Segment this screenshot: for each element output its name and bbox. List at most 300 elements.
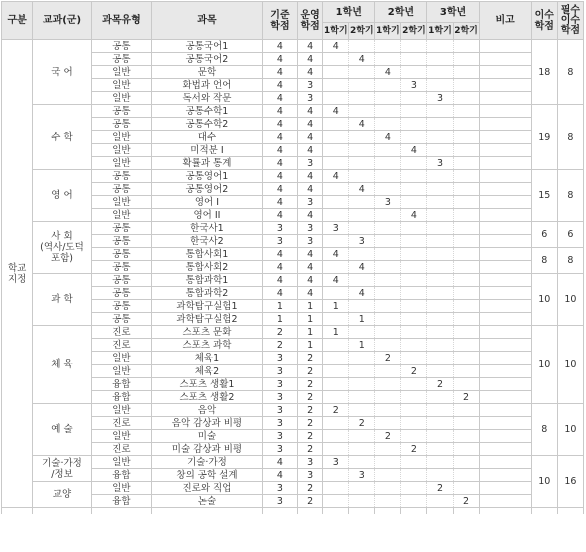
base-credit-cell: 3 (262, 417, 297, 430)
operated-credit-cell: 4 (298, 183, 323, 196)
course-name-cell: 공통수학1 (152, 105, 263, 118)
subject-group-cell: 국 어 (33, 40, 91, 105)
semester-credit-cell (427, 261, 453, 274)
semester-credit-cell (323, 118, 349, 131)
cutoff-cell (453, 508, 479, 515)
semester-credit-cell (401, 326, 427, 339)
note-cell (479, 118, 531, 131)
semester-credit-cell (375, 183, 401, 196)
semester-credit-cell (453, 118, 479, 131)
note-cell (479, 404, 531, 417)
cutoff-cell (479, 508, 531, 515)
semester-credit-cell (453, 365, 479, 378)
semester-credit-cell (427, 53, 453, 66)
semester-credit-cell (401, 53, 427, 66)
operated-credit-cell: 3 (298, 196, 323, 209)
semester-credit-cell (375, 339, 401, 352)
base-credit-cell: 4 (262, 157, 297, 170)
semester-credit-cell (401, 196, 427, 209)
semester-credit-cell (375, 261, 401, 274)
course-type-cell: 공통 (91, 118, 151, 131)
semester-credit-cell (349, 326, 375, 339)
semester-credit-cell (375, 105, 401, 118)
course-type-cell: 일반 (91, 209, 151, 222)
semester-credit-cell (401, 183, 427, 196)
base-credit-cell: 4 (262, 183, 297, 196)
note-cell (479, 469, 531, 482)
course-type-cell: 진로 (91, 443, 151, 456)
base-credit-cell: 4 (262, 248, 297, 261)
semester-credit-cell: 4 (349, 261, 375, 274)
note-cell (479, 105, 531, 118)
semester-credit-cell: 3 (323, 456, 349, 469)
base-credit-cell: 4 (262, 261, 297, 274)
base-credit-cell: 4 (262, 79, 297, 92)
base-credit-cell: 3 (262, 404, 297, 417)
division-cell: 학교 지정 (2, 40, 33, 508)
note-cell (479, 430, 531, 443)
course-name-cell: 영어 I (152, 196, 263, 209)
note-cell (479, 235, 531, 248)
semester-credit-cell (427, 469, 453, 482)
semester-credit-cell (401, 339, 427, 352)
course-name-cell: 공통국어1 (152, 40, 263, 53)
semester-credit-cell (375, 313, 401, 326)
header-base-credit: 기준 학점 (262, 2, 297, 40)
base-credit-cell: 3 (262, 352, 297, 365)
subject-group-cell: 예 술 (33, 404, 91, 456)
operated-credit-cell: 2 (298, 482, 323, 495)
semester-credit-cell: 4 (323, 105, 349, 118)
note-cell (479, 209, 531, 222)
course-name-cell: 공통영어2 (152, 183, 263, 196)
semester-credit-cell (427, 183, 453, 196)
semester-credit-cell (453, 300, 479, 313)
table-row (2, 170, 584, 183)
semester-credit-cell (401, 313, 427, 326)
semester-credit-cell (401, 495, 427, 508)
semester-credit-cell (453, 79, 479, 92)
required-credit-cell: 8 (557, 40, 583, 105)
course-type-cell: 진로 (91, 417, 151, 430)
course-name-cell: 영어 II (152, 209, 263, 222)
base-credit-cell: 4 (262, 118, 297, 131)
completion-credit-cell: 10 (531, 456, 557, 508)
semester-credit-cell: 3 (349, 469, 375, 482)
semester-credit-cell (323, 92, 349, 105)
base-credit-cell: 4 (262, 170, 297, 183)
semester-credit-cell (323, 430, 349, 443)
semester-credit-cell (401, 300, 427, 313)
semester-credit-cell (349, 131, 375, 144)
base-credit-cell: 4 (262, 287, 297, 300)
semester-credit-cell (375, 53, 401, 66)
course-name-cell: 미적분 I (152, 144, 263, 157)
course-type-cell: 공통 (91, 287, 151, 300)
note-cell (479, 274, 531, 287)
header-grade2: 2학년 (375, 2, 427, 23)
course-type-cell: 일반 (91, 144, 151, 157)
semester-credit-cell (427, 365, 453, 378)
base-credit-cell: 4 (262, 105, 297, 118)
semester-credit-cell (323, 365, 349, 378)
header-division: 구분 (2, 2, 33, 40)
semester-credit-cell (427, 196, 453, 209)
header-g2-sem2: 2학기 (401, 23, 427, 40)
semester-credit-cell (323, 417, 349, 430)
course-type-cell: 공통 (91, 222, 151, 235)
semester-credit-cell: 2 (453, 495, 479, 508)
semester-credit-cell (375, 456, 401, 469)
note-cell (479, 248, 531, 261)
course-name-cell: 진로와 직업 (152, 482, 263, 495)
semester-credit-cell (453, 157, 479, 170)
course-type-cell: 공통 (91, 183, 151, 196)
operated-credit-cell: 2 (298, 430, 323, 443)
semester-credit-cell (375, 92, 401, 105)
semester-credit-cell: 1 (323, 300, 349, 313)
semester-credit-cell (375, 79, 401, 92)
semester-credit-cell: 4 (323, 40, 349, 53)
semester-credit-cell (453, 209, 479, 222)
semester-credit-cell (323, 53, 349, 66)
semester-credit-cell (349, 144, 375, 157)
semester-credit-cell: 2 (453, 391, 479, 404)
cutoff-cell (427, 508, 453, 515)
cutoff-cell (262, 508, 297, 515)
course-name-cell: 대수 (152, 131, 263, 144)
semester-credit-cell (453, 196, 479, 209)
semester-credit-cell: 4 (375, 66, 401, 79)
course-type-cell: 공통 (91, 40, 151, 53)
operated-credit-cell: 4 (298, 66, 323, 79)
semester-credit-cell: 1 (323, 326, 349, 339)
subject-group-cell: 수 학 (33, 105, 91, 170)
required-credit-cell: 10 (557, 326, 583, 404)
base-credit-cell: 3 (262, 430, 297, 443)
semester-credit-cell (375, 443, 401, 456)
semester-credit-cell (427, 456, 453, 469)
semester-credit-cell (453, 248, 479, 261)
table-body (2, 40, 584, 515)
semester-credit-cell (349, 105, 375, 118)
note-cell (479, 495, 531, 508)
semester-credit-cell (453, 417, 479, 430)
operated-credit-cell: 4 (298, 261, 323, 274)
completion-credit-cell: 19 (531, 105, 557, 170)
semester-credit-cell (427, 313, 453, 326)
semester-credit-cell (453, 131, 479, 144)
note-cell (479, 326, 531, 339)
subject-group-cell: 체 육 (33, 326, 91, 404)
semester-credit-cell (427, 430, 453, 443)
course-type-cell: 융합 (91, 469, 151, 482)
course-type-cell: 일반 (91, 404, 151, 417)
course-name-cell: 공통영어1 (152, 170, 263, 183)
course-name-cell: 창의 공학 설계 (152, 469, 263, 482)
semester-credit-cell (453, 40, 479, 53)
semester-credit-cell (349, 248, 375, 261)
semester-credit-cell (427, 274, 453, 287)
course-type-cell: 일반 (91, 352, 151, 365)
course-name-cell: 독서와 작문 (152, 92, 263, 105)
course-type-cell: 일반 (91, 66, 151, 79)
operated-credit-cell: 4 (298, 170, 323, 183)
semester-credit-cell (349, 404, 375, 417)
operated-credit-cell: 2 (298, 404, 323, 417)
semester-credit-cell (401, 66, 427, 79)
completion-credit-cell: 8 (531, 404, 557, 456)
cutoff-cell (2, 508, 33, 515)
semester-credit-cell (375, 287, 401, 300)
note-cell (479, 352, 531, 365)
note-cell (479, 157, 531, 170)
semester-credit-cell (401, 222, 427, 235)
note-cell (479, 365, 531, 378)
note-cell (479, 131, 531, 144)
semester-credit-cell (375, 170, 401, 183)
semester-credit-cell (453, 235, 479, 248)
course-type-cell: 공통 (91, 53, 151, 66)
semester-credit-cell (349, 157, 375, 170)
semester-credit-cell (401, 92, 427, 105)
header-operated-credit: 운영 학점 (298, 2, 323, 40)
course-name-cell: 체육1 (152, 352, 263, 365)
base-credit-cell: 3 (262, 443, 297, 456)
semester-credit-cell (401, 274, 427, 287)
completion-credit-cell: 18 (531, 40, 557, 105)
base-credit-cell: 3 (262, 222, 297, 235)
semester-credit-cell (453, 313, 479, 326)
subject-group-cell: 기술·가정 /정보 (33, 456, 91, 482)
table-row-cutoff (2, 508, 584, 515)
semester-credit-cell (427, 40, 453, 53)
semester-credit-cell: 2 (427, 482, 453, 495)
cutoff-cell (557, 508, 583, 515)
semester-credit-cell (323, 482, 349, 495)
semester-credit-cell (375, 248, 401, 261)
semester-credit-cell (401, 235, 427, 248)
semester-credit-cell (349, 300, 375, 313)
semester-credit-cell: 4 (401, 209, 427, 222)
semester-credit-cell (453, 261, 479, 274)
course-name-cell: 논술 (152, 495, 263, 508)
course-name-cell: 체육2 (152, 365, 263, 378)
semester-credit-cell (323, 495, 349, 508)
semester-credit-cell: 4 (401, 144, 427, 157)
semester-credit-cell (427, 391, 453, 404)
base-credit-cell: 1 (262, 300, 297, 313)
semester-credit-cell (375, 495, 401, 508)
semester-credit-cell (323, 339, 349, 352)
operated-credit-cell: 4 (298, 131, 323, 144)
semester-credit-cell: 3 (323, 222, 349, 235)
semester-credit-cell (401, 248, 427, 261)
header-subject-group: 교과(군) (33, 2, 91, 40)
header-course: 과목 (152, 2, 263, 40)
semester-credit-cell (427, 66, 453, 79)
course-name-cell: 문학 (152, 66, 263, 79)
header-grade1: 1학년 (323, 2, 375, 23)
semester-credit-cell (401, 261, 427, 274)
semester-credit-cell (453, 326, 479, 339)
semester-credit-cell (323, 209, 349, 222)
cutoff-cell (33, 508, 91, 515)
semester-credit-cell (349, 170, 375, 183)
table-row (2, 482, 584, 495)
operated-credit-cell: 2 (298, 378, 323, 391)
cutoff-cell (152, 508, 263, 515)
cutoff-cell (323, 508, 349, 515)
base-credit-cell: 3 (262, 495, 297, 508)
semester-credit-cell (375, 144, 401, 157)
semester-credit-cell (427, 417, 453, 430)
semester-credit-cell (375, 326, 401, 339)
course-type-cell: 융합 (91, 495, 151, 508)
semester-credit-cell: 4 (323, 274, 349, 287)
semester-credit-cell (401, 352, 427, 365)
semester-credit-cell (427, 170, 453, 183)
operated-credit-cell: 3 (298, 456, 323, 469)
course-name-cell: 스포츠 문화 (152, 326, 263, 339)
course-name-cell: 공통국어2 (152, 53, 263, 66)
note-cell (479, 79, 531, 92)
base-credit-cell: 3 (262, 378, 297, 391)
semester-credit-cell (453, 352, 479, 365)
base-credit-cell: 3 (262, 482, 297, 495)
semester-credit-cell (401, 482, 427, 495)
operated-credit-cell: 3 (298, 157, 323, 170)
course-type-cell: 일반 (91, 430, 151, 443)
operated-credit-cell: 4 (298, 118, 323, 131)
table-row (2, 456, 584, 469)
semester-credit-cell (323, 287, 349, 300)
note-cell (479, 391, 531, 404)
completion-credit-cell: 15 (531, 170, 557, 222)
semester-credit-cell (323, 66, 349, 79)
header-grade3: 3학년 (427, 2, 479, 23)
cutoff-cell (531, 508, 557, 515)
base-credit-cell: 4 (262, 209, 297, 222)
base-credit-cell: 4 (262, 92, 297, 105)
table-row (2, 105, 584, 118)
semester-credit-cell (375, 469, 401, 482)
operated-credit-cell: 4 (298, 209, 323, 222)
operated-credit-cell: 3 (298, 222, 323, 235)
semester-credit-cell (323, 131, 349, 144)
cutoff-cell (401, 508, 427, 515)
table-row (2, 222, 584, 235)
semester-credit-cell (401, 378, 427, 391)
semester-credit-cell: 2 (349, 417, 375, 430)
note-cell (479, 170, 531, 183)
operated-credit-cell: 2 (298, 365, 323, 378)
course-name-cell: 통합과학1 (152, 274, 263, 287)
cutoff-cell (349, 508, 375, 515)
semester-credit-cell: 2 (401, 443, 427, 456)
operated-credit-cell: 2 (298, 352, 323, 365)
table-row (2, 274, 584, 287)
operated-credit-cell: 2 (298, 417, 323, 430)
course-name-cell: 통합과학2 (152, 287, 263, 300)
semester-credit-cell (323, 196, 349, 209)
semester-credit-cell (349, 365, 375, 378)
semester-credit-cell: 4 (349, 287, 375, 300)
semester-credit-cell (323, 443, 349, 456)
semester-credit-cell (349, 391, 375, 404)
base-credit-cell: 4 (262, 144, 297, 157)
semester-credit-cell (453, 339, 479, 352)
semester-credit-cell (323, 183, 349, 196)
semester-credit-cell (323, 469, 349, 482)
required-credit-cell: 6 (557, 222, 583, 248)
note-cell (479, 196, 531, 209)
course-type-cell: 일반 (91, 157, 151, 170)
semester-credit-cell (349, 495, 375, 508)
course-type-cell: 진로 (91, 326, 151, 339)
operated-credit-cell: 2 (298, 443, 323, 456)
operated-credit-cell: 2 (298, 495, 323, 508)
semester-credit-cell (453, 183, 479, 196)
note-cell (479, 66, 531, 79)
semester-credit-cell: 2 (323, 404, 349, 417)
semester-credit-cell (375, 40, 401, 53)
semester-credit-cell (375, 365, 401, 378)
note-cell (479, 339, 531, 352)
header-g1-sem1: 1학기 (323, 23, 349, 40)
course-name-cell: 스포츠 생활1 (152, 378, 263, 391)
semester-credit-cell (427, 248, 453, 261)
course-name-cell: 화법과 언어 (152, 79, 263, 92)
completion-credit-cell: 8 (531, 248, 557, 274)
semester-credit-cell (349, 443, 375, 456)
semester-credit-cell (375, 300, 401, 313)
semester-credit-cell (401, 118, 427, 131)
completion-credit-cell: 10 (531, 326, 557, 404)
semester-credit-cell (401, 170, 427, 183)
semester-credit-cell (427, 443, 453, 456)
semester-credit-cell (453, 482, 479, 495)
note-cell (479, 417, 531, 430)
semester-credit-cell (401, 391, 427, 404)
operated-credit-cell: 1 (298, 300, 323, 313)
header-course-type: 과목유형 (91, 2, 151, 40)
note-cell (479, 222, 531, 235)
course-type-cell: 일반 (91, 456, 151, 469)
semester-credit-cell (401, 404, 427, 417)
semester-credit-cell (349, 209, 375, 222)
semester-credit-cell (401, 456, 427, 469)
course-name-cell: 공통수학2 (152, 118, 263, 131)
header-completion-credit: 이수 학점 (531, 2, 557, 40)
course-type-cell: 일반 (91, 92, 151, 105)
semester-credit-cell (427, 404, 453, 417)
operated-credit-cell: 4 (298, 287, 323, 300)
note-cell (479, 53, 531, 66)
semester-credit-cell: 4 (349, 118, 375, 131)
base-credit-cell: 3 (262, 235, 297, 248)
required-credit-cell: 8 (557, 170, 583, 222)
semester-credit-cell (427, 118, 453, 131)
semester-credit-cell (453, 430, 479, 443)
semester-credit-cell (323, 378, 349, 391)
semester-credit-cell (453, 287, 479, 300)
operated-credit-cell: 4 (298, 248, 323, 261)
course-name-cell: 음악 (152, 404, 263, 417)
semester-credit-cell: 3 (427, 157, 453, 170)
semester-credit-cell (401, 40, 427, 53)
semester-credit-cell (349, 92, 375, 105)
